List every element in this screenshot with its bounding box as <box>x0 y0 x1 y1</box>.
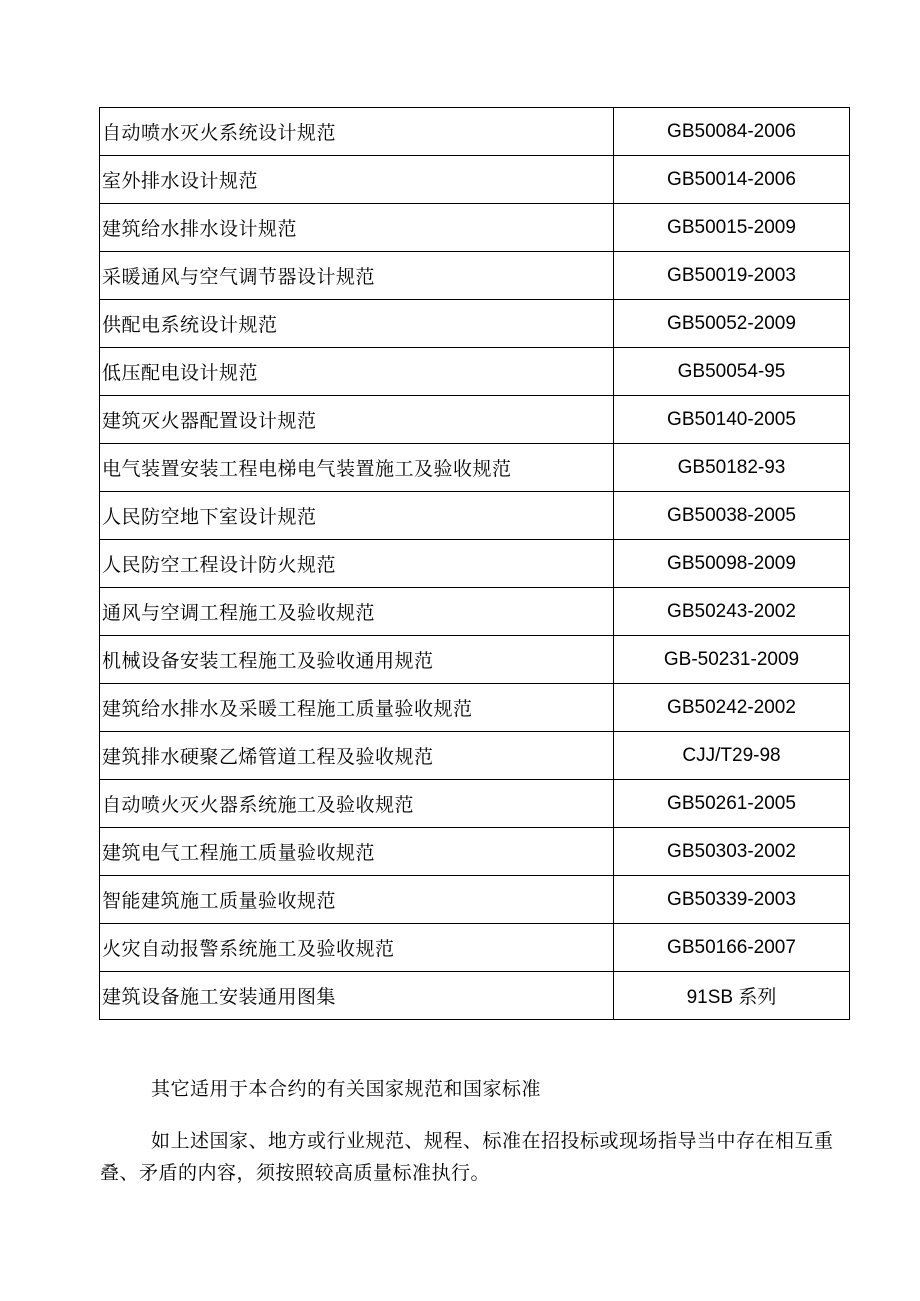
standard-code-cell: CJJ/T29-98 <box>614 732 850 780</box>
standard-code-cell: GB50166-2007 <box>614 924 850 972</box>
table-row <box>100 636 850 684</box>
standard-code-cell: GB50052-2009 <box>614 300 850 348</box>
standard-name-cell: 供配电系统设计规范 <box>100 300 614 348</box>
table-row <box>100 300 850 348</box>
table-row <box>100 972 850 1020</box>
table-row <box>100 588 850 636</box>
standard-code-cell: GB50261-2005 <box>614 780 850 828</box>
other-standards-paragraph: 其它适用于本合约的有关国家规范和国家标准 <box>151 1078 542 1100</box>
table-row <box>100 828 850 876</box>
table-row <box>100 924 850 972</box>
standard-name-cell: 采暖通风与空气调节器设计规范 <box>100 252 614 300</box>
standard-name-cell: 低压配电设计规范 <box>100 348 614 396</box>
standard-name-cell: 智能建筑施工质量验收规范 <box>100 876 614 924</box>
standard-name-cell: 电气装置安装工程电梯电气装置施工及验收规范 <box>100 444 614 492</box>
table-row <box>100 156 850 204</box>
standard-name-cell: 建筑给水排水设计规范 <box>100 204 614 252</box>
table-row <box>100 204 850 252</box>
standard-name-cell: 人民防空地下室设计规范 <box>100 492 614 540</box>
table-row <box>100 492 850 540</box>
standard-name-cell: 建筑灭火器配置设计规范 <box>100 396 614 444</box>
standard-code-cell: GB-50231-2009 <box>614 636 850 684</box>
standard-code-cell: GB50084-2006 <box>614 108 850 156</box>
standard-name-cell: 自动喷火灭火器系统施工及验收规范 <box>100 780 614 828</box>
standard-code-cell: GB50015-2009 <box>614 204 850 252</box>
standard-code-cell: GB50140-2005 <box>614 396 850 444</box>
standard-name-cell: 建筑设备施工安装通用图集 <box>100 972 614 1020</box>
standards-table-body <box>100 108 850 1020</box>
standard-name-cell: 火灾自动报警系统施工及验收规范 <box>100 924 614 972</box>
standard-name-cell: 建筑排水硬聚乙烯管道工程及验收规范 <box>100 732 614 780</box>
standard-code-cell: GB50303-2002 <box>614 828 850 876</box>
conflict-rule-paragraph: 如上述国家、地方或行业规范、规程、标准在招投标或现场指导当中存在相互重叠、矛盾的内容，须按照较高质量标准执行。 <box>100 1130 834 1184</box>
standard-name-cell: 机械设备安装工程施工及验收通用规范 <box>100 636 614 684</box>
table-row <box>100 876 850 924</box>
table-row <box>100 348 850 396</box>
standard-name-cell: 室外排水设计规范 <box>100 156 614 204</box>
standard-code-cell: GB50014-2006 <box>614 156 850 204</box>
table-row <box>100 444 850 492</box>
table-row <box>100 780 850 828</box>
standard-code-cell: GB50243-2002 <box>614 588 850 636</box>
standard-name-cell: 建筑电气工程施工质量验收规范 <box>100 828 614 876</box>
standard-code-cell: GB50339-2003 <box>614 876 850 924</box>
standard-code-cell: 91SB 系列 <box>614 972 850 1020</box>
standard-code-cell: GB50038-2005 <box>614 492 850 540</box>
standard-name-cell: 建筑给水排水及采暖工程施工质量验收规范 <box>100 684 614 732</box>
standard-name-cell: 通风与空调工程施工及验收规范 <box>100 588 614 636</box>
standard-code-cell: GB50019-2003 <box>614 252 850 300</box>
standard-name-cell: 自动喷水灭火系统设计规范 <box>100 108 614 156</box>
standard-name-cell: 人民防空工程设计防火规范 <box>100 540 614 588</box>
table-row <box>100 540 850 588</box>
standard-code-cell: GB50182-93 <box>614 444 850 492</box>
standards-table <box>99 107 850 1020</box>
standard-code-cell: GB50098-2009 <box>614 540 850 588</box>
table-row <box>100 252 850 300</box>
table-row <box>100 684 850 732</box>
table-row <box>100 108 850 156</box>
standard-code-cell: GB50242-2002 <box>614 684 850 732</box>
table-row <box>100 396 850 444</box>
table-row <box>100 732 850 780</box>
standard-code-cell: GB50054-95 <box>614 348 850 396</box>
